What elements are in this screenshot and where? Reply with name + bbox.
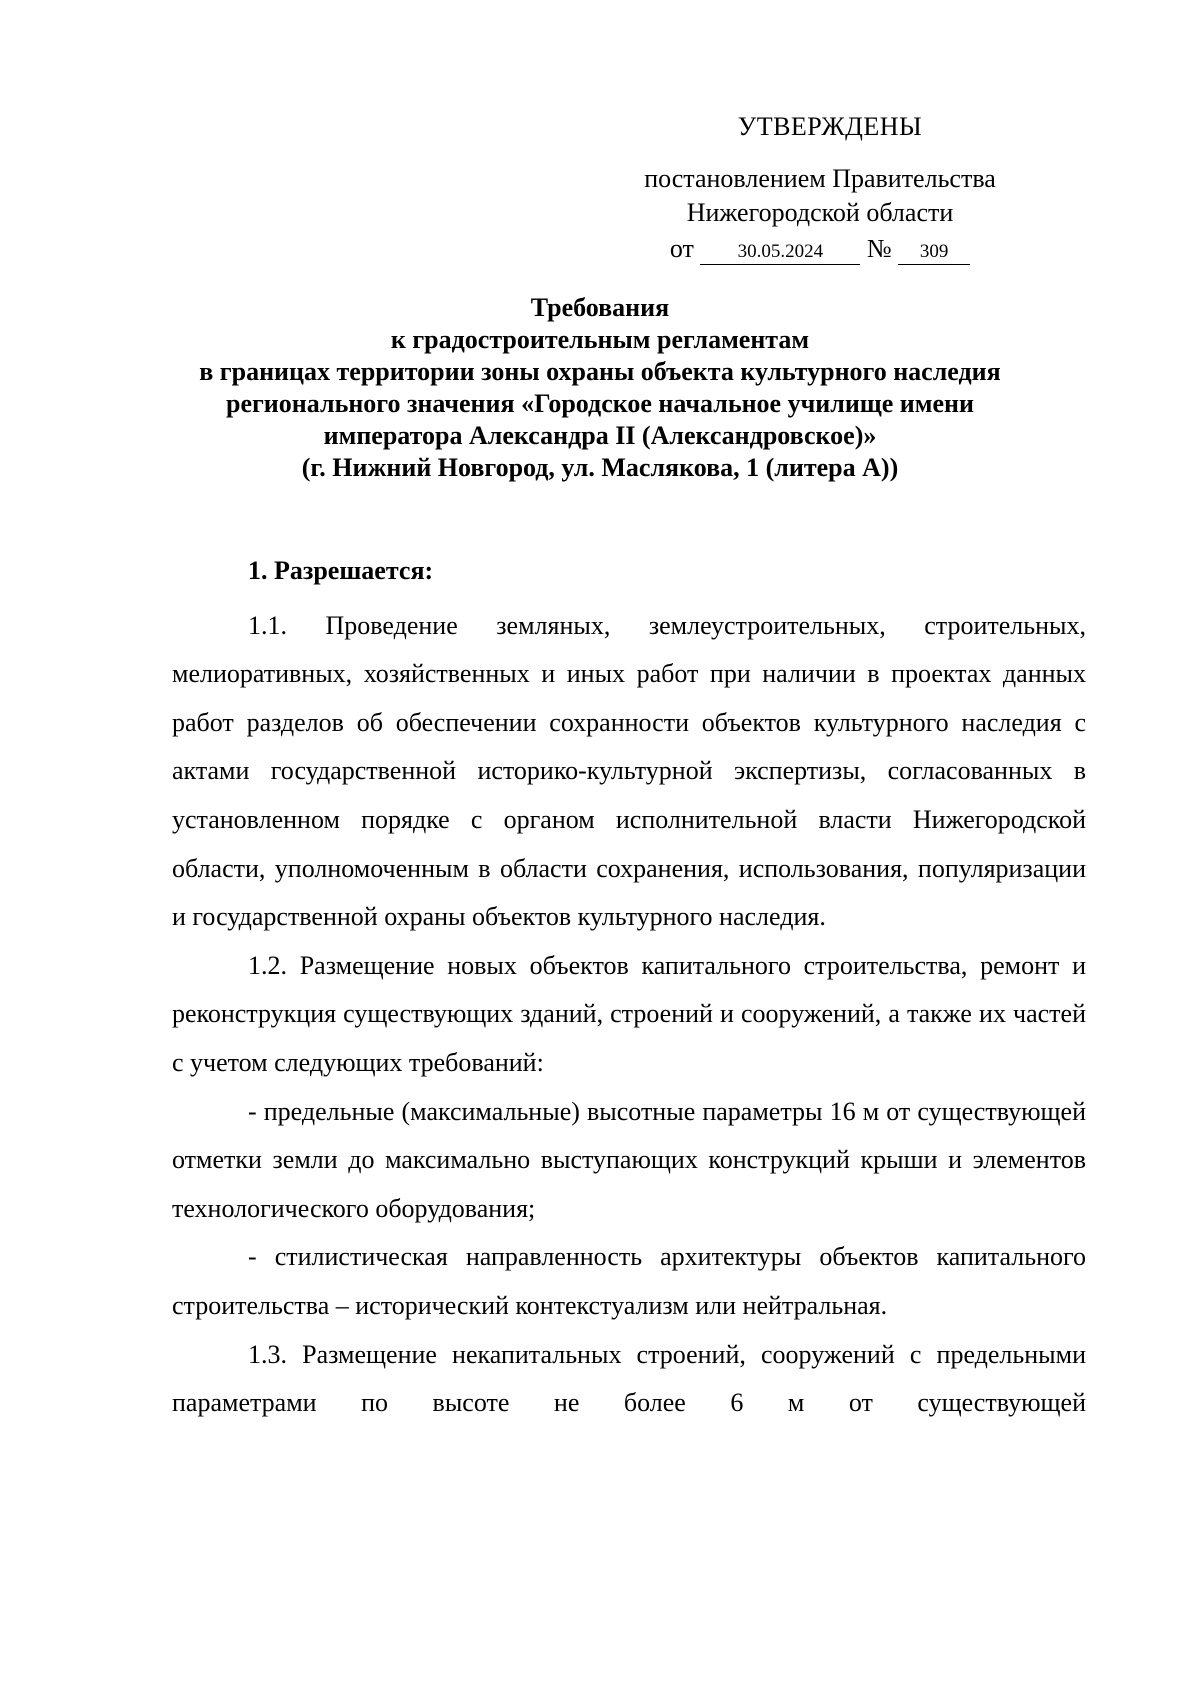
approval-number: 309	[898, 240, 970, 265]
section-heading: 1. Разрешается:	[248, 556, 434, 585]
from-label: от	[669, 234, 694, 263]
approval-date: 30.05.2024	[700, 240, 860, 265]
paragraph-1-2: 1.2. Размещение новых объектов капитального строительства, ремонт и реконструкция существующих зданий, строений и сооружений, а также их частей с учетом следующих требований:	[172, 950, 1086, 1077]
document-title	[120, 292, 1080, 484]
title-line-6: (г. Нижний Новгород, ул. Маслякова, 1 (литера А))	[301, 453, 899, 482]
approval-block	[600, 110, 1040, 266]
approval-date-line	[600, 232, 1040, 266]
approval-line-2: Нижегородской области	[686, 198, 954, 227]
paragraph-1-2-item-a: - предельные (максимальные) высотные параметры 16 м от существующей отметки земли до максимально выступающих конструкций крыши и элементов технологического оборудования;	[172, 1096, 1086, 1223]
paragraph-1-2-item-b: - стилистическая направленность архитектуры объектов капитального строительства – исторический контекстуализм или нейтральная.	[172, 1242, 1086, 1320]
title-line-3: в границах территории зоны охраны объекта культурного наследия	[199, 357, 1001, 386]
approval-heading: УТВЕРЖДЕНЫ	[737, 112, 923, 141]
approval-line-1: постановлением Правительства	[644, 164, 996, 193]
paragraph-1-1: 1.1. Проведение земляных, землеустроительных, строительных, мелиоративных, хозяйственных и иных работ при наличии в проектах данных работ разделов об обеспечении сохранности объектов культурного наследия с актами государственной историко-культурной экспертизы, согласованных в установленном порядке с органом исполнительной власти Нижегородской области, уполномоченным в области сохранения, использования, популяризации и государственной охраны объектов культурного наследия.	[172, 610, 1086, 932]
title-line-4: регионального значения «Городское начальное училище имени	[225, 389, 974, 418]
title-line-1: Требования	[530, 293, 670, 322]
document-body	[172, 547, 1086, 1428]
title-line-5: императора Александра II (Александровское)»	[323, 421, 877, 450]
title-line-2: к градостроительным регламентам	[390, 325, 810, 354]
paragraph-1-3: 1.3. Размещение некапитальных строений, сооружений с предельными параметрами по высоте не более 6 м от существующей	[172, 1339, 1086, 1418]
number-label: №	[866, 234, 892, 263]
